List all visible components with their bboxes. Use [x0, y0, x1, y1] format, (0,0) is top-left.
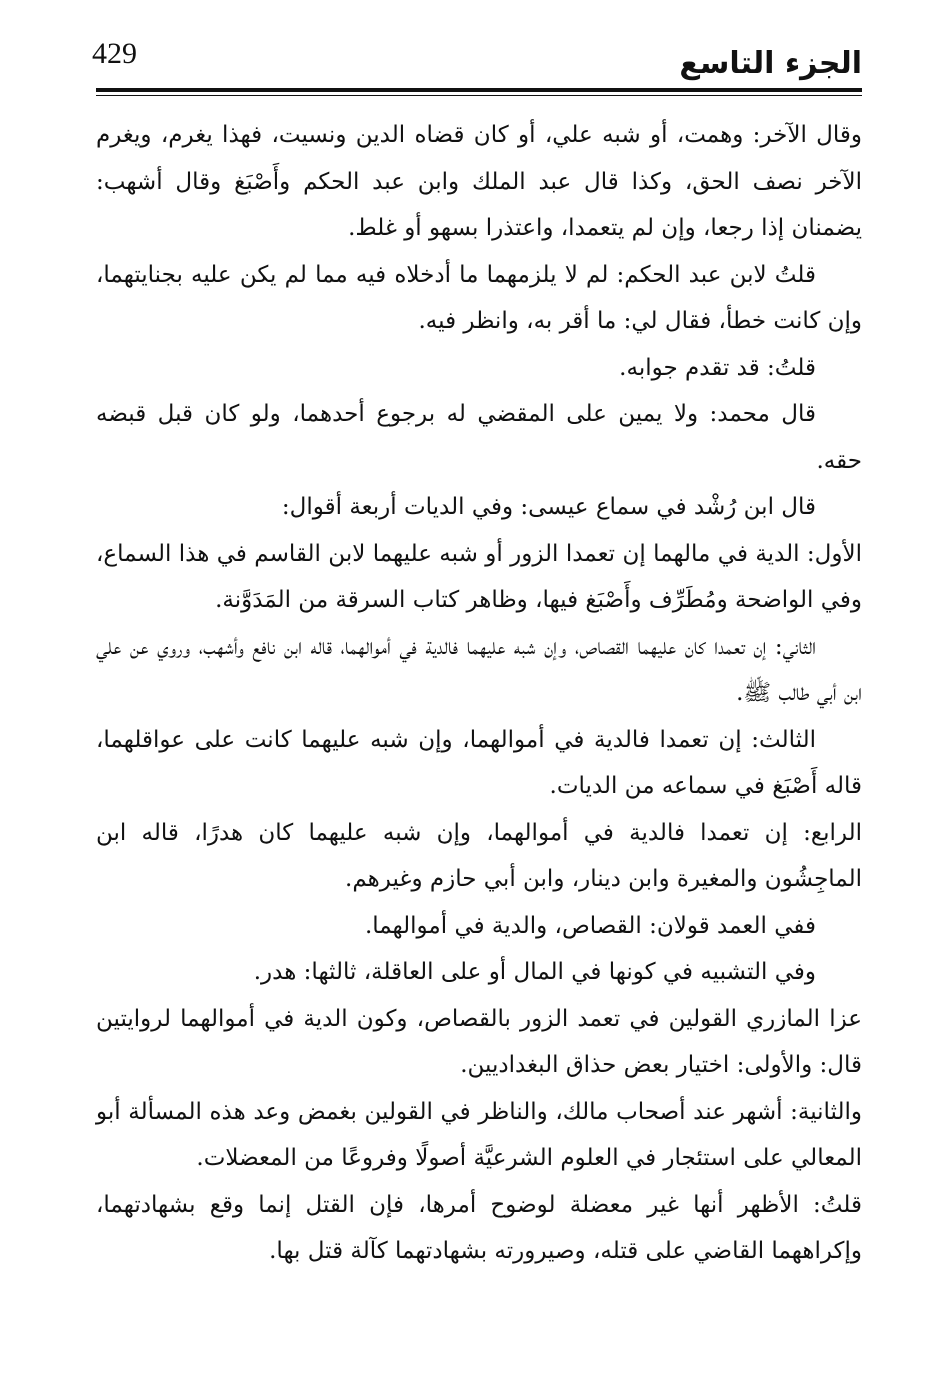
paragraph: الأول: الدية في مالهما إن تعمدا الزور أو شبه عليهما لابن القاسم في هذا السماع، وفي الواضحة ومُطَرِّف وأَصْبَغ فيها، وظاهر كتاب السرقة من المَدَوَّنة.: [96, 540, 862, 613]
page-number: 429: [92, 37, 137, 70]
header-rule-thick: [96, 88, 862, 92]
paragraph: قلتُ لابن عبد الحكم: لم لا يلزمهما ما أدخلاه فيه مما لم يكن عليه بجنايتهما، وإن كانت خطأ، فقال لي: ما أقر به، وانظر فيه.: [96, 261, 862, 334]
header-rule-thin: [96, 95, 862, 96]
body-text: [96, 112, 862, 1275]
paragraph: وفي التشبيه في كونها في المال أو على العاقلة، ثالثها: هدر.: [253, 959, 816, 985]
paragraph: الثالث: إن تعمدا فالدية في أموالهما، وإن شبه عليهما كانت على عواقلهما، قاله أَصْبَغ في سماعه من الديات.: [96, 726, 862, 799]
paragraph: عزا المازري القولين في تعمد الزور بالقصاص، وكون الدية في أموالهما لروايتين قال: والأولى: اختيار بعض حذاق البغداديين.: [96, 1005, 862, 1078]
paragraph: قلتُ: قد تقدم جوابه.: [619, 354, 816, 381]
paragraph: والثانية: أشهر عند أصحاب مالك، والناظر في القولين بغمض وعد هذه المسألة أبو المعالي على استئجار في العلوم الشرعيَّة أصولًا وفروعًا من المعضلات.: [96, 1098, 862, 1171]
paragraph: وقال الآخر: وهمت، أو شبه علي، أو كان قضاه الدين ونسيت، فهذا يغرم، ويغرم الآخر نصف الحق، وكذا قال عبد الملك وابن عبد الحكم وأَصْبَغ وقال أشهب: يضمنان إذا رجعا، وإن لم يتعمدا، واعتذرا بسهو أو غلط.: [96, 122, 862, 241]
paragraph: قال محمد: ولا يمين على المقضي له برجوع أحدهما، ولو كان قبل قبضه حقه.: [96, 401, 862, 474]
paragraph: ففي العمد قولان: القصاص، والدية في أموالهما.: [364, 912, 816, 939]
paragraph: قال ابن رُشْد في سماع عيسى: وفي الديات أربعة أقوال:: [281, 494, 816, 520]
paragraph: قلتُ: الأظهر أنها غير معضلة لوضوح أمرها، فإن القتل إنما وقع بشهادتهما، وإكراههما القاضي على قتله، وصيرورته بشهادتهما كآلة قتل بها.: [96, 1191, 862, 1264]
paragraph: الرابع: إن تعمدا فالدية في أموالهما، وإن شبه عليهما كان هدرًا، قاله ابن الماجِشُون والمغيرة وابن دينار، وابن أبي حازم وغيرهم.: [96, 819, 862, 892]
running-head: الجزء التاسع: [679, 46, 862, 81]
paragraph: الثاني: إن تعمدا كان عليهما القصاص، وإن شبه عليهما فالدية في أموالهما، قاله ابن نافع وأشهب، وروي عن علي ابن أبي طالب ﷺ.: [96, 633, 862, 706]
